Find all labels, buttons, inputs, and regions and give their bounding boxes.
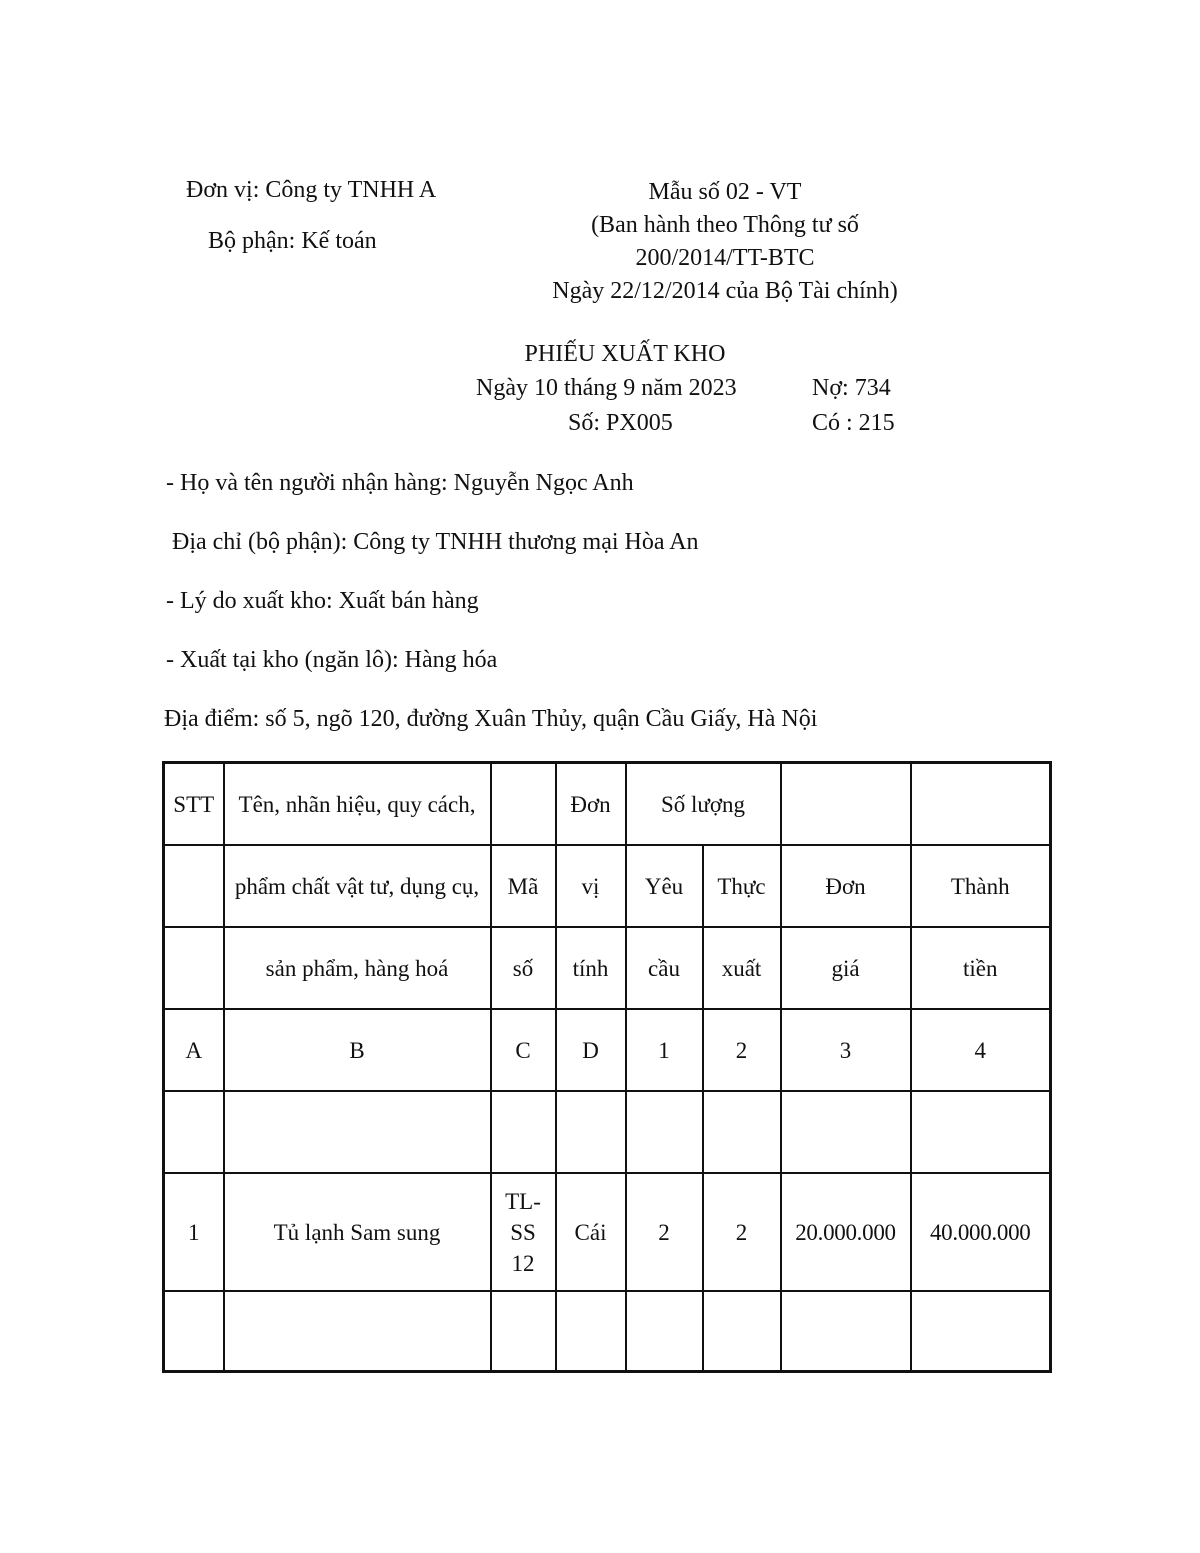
- index-amount: 4: [911, 1009, 1051, 1091]
- table-header-row: [164, 763, 1051, 846]
- table-index-row: [164, 1009, 1051, 1091]
- index-requested: 1: [626, 1009, 703, 1091]
- header-name: sản phẩm, hàng hoá: [224, 927, 491, 1009]
- table-empty-row: [164, 1091, 1051, 1173]
- index-actual: 2: [703, 1009, 781, 1091]
- item-code: TL-SS 12: [491, 1173, 556, 1291]
- index-code: C: [491, 1009, 556, 1091]
- issued-by-line-2: 200/2014/TT-BTC: [635, 245, 815, 271]
- item-name: Tủ lạnh Sam sung: [224, 1173, 491, 1291]
- export-warehouse: - Xuất tại kho (ngăn lô): Hàng hóa: [166, 647, 498, 673]
- header-actual: Thực: [703, 845, 781, 927]
- header-unit: Đơn: [556, 763, 626, 846]
- empty-cell: [491, 1091, 556, 1173]
- receiver-name: - Họ và tên người nhận hàng: Nguyễn Ngọc Anh: [166, 470, 634, 496]
- header-quantity: Số lượng: [626, 763, 781, 846]
- debit-account: Nợ: 734: [812, 375, 891, 401]
- issued-by-line-3: Ngày 22/12/2014 của Bộ Tài chính): [552, 278, 898, 304]
- form-reference-block: [490, 176, 960, 308]
- header-stt: STT: [164, 763, 224, 846]
- document-number: Số: PX005: [568, 410, 673, 436]
- header-amount: Thành: [911, 845, 1051, 927]
- empty-cell: [703, 1291, 781, 1372]
- header-stt: [164, 845, 224, 927]
- header-name: phẩm chất vật tư, dụng cụ,: [224, 845, 491, 927]
- goods-table: [162, 761, 1052, 1373]
- header-code: [491, 763, 556, 846]
- document-title: PHIẾU XUẤT KHO: [524, 341, 726, 367]
- empty-cell: [703, 1091, 781, 1173]
- empty-cell: [224, 1091, 491, 1173]
- header-amount: tiền: [911, 927, 1051, 1009]
- empty-cell: [781, 1291, 911, 1372]
- index-unit: D: [556, 1009, 626, 1091]
- empty-cell: [224, 1291, 491, 1372]
- header-name: Tên, nhãn hiệu, quy cách,: [224, 763, 491, 846]
- item-amount: 40.000.000: [911, 1173, 1051, 1291]
- header-code: số: [491, 927, 556, 1009]
- export-reason: - Lý do xuất kho: Xuất bán hàng: [166, 588, 479, 614]
- table-header-row: [164, 927, 1051, 1009]
- empty-cell: [781, 1091, 911, 1173]
- item-requested-qty: 2: [626, 1173, 703, 1291]
- header-requested: cầu: [626, 927, 703, 1009]
- receiver-address: Địa chỉ (bộ phận): Công ty TNHH thương mại Hòa An: [172, 529, 699, 555]
- empty-cell: [911, 1091, 1051, 1173]
- table-header-row: [164, 845, 1051, 927]
- item-stt: 1: [164, 1173, 224, 1291]
- issued-by-line-1: (Ban hành theo Thông tư số: [591, 212, 859, 238]
- empty-cell: [164, 1291, 224, 1372]
- header-actual: xuất: [703, 927, 781, 1009]
- header-code: Mã: [491, 845, 556, 927]
- header-price: giá: [781, 927, 911, 1009]
- empty-cell: [556, 1291, 626, 1372]
- header-requested: Yêu: [626, 845, 703, 927]
- header-price: Đơn: [781, 845, 911, 927]
- table-empty-row: [164, 1291, 1051, 1372]
- warehouse-location: Địa điểm: số 5, ngõ 120, đường Xuân Thủy, quận Cầu Giấy, Hà Nội: [164, 706, 818, 732]
- empty-cell: [911, 1291, 1051, 1372]
- table-row: [164, 1173, 1051, 1291]
- empty-cell: [556, 1091, 626, 1173]
- empty-cell: [491, 1291, 556, 1372]
- index-price: 3: [781, 1009, 911, 1091]
- credit-account: Có : 215: [812, 410, 895, 436]
- department-name: Bộ phận: Kế toán: [208, 228, 377, 254]
- header-amount: [911, 763, 1051, 846]
- unit-name: Đơn vị: Công ty TNHH A: [186, 177, 437, 203]
- item-unit-price: 20.000.000: [781, 1173, 911, 1291]
- item-actual-qty: 2: [703, 1173, 781, 1291]
- header-stt: [164, 927, 224, 1009]
- empty-cell: [164, 1091, 224, 1173]
- form-number: Mẫu số 02 - VT: [648, 179, 802, 205]
- index-name: B: [224, 1009, 491, 1091]
- index-stt: A: [164, 1009, 224, 1091]
- header-unit: vị: [556, 845, 626, 927]
- document-date: Ngày 10 tháng 9 năm 2023: [476, 375, 737, 401]
- empty-cell: [626, 1091, 703, 1173]
- item-unit: Cái: [556, 1173, 626, 1291]
- empty-cell: [626, 1291, 703, 1372]
- header-unit: tính: [556, 927, 626, 1009]
- header-price: [781, 763, 911, 846]
